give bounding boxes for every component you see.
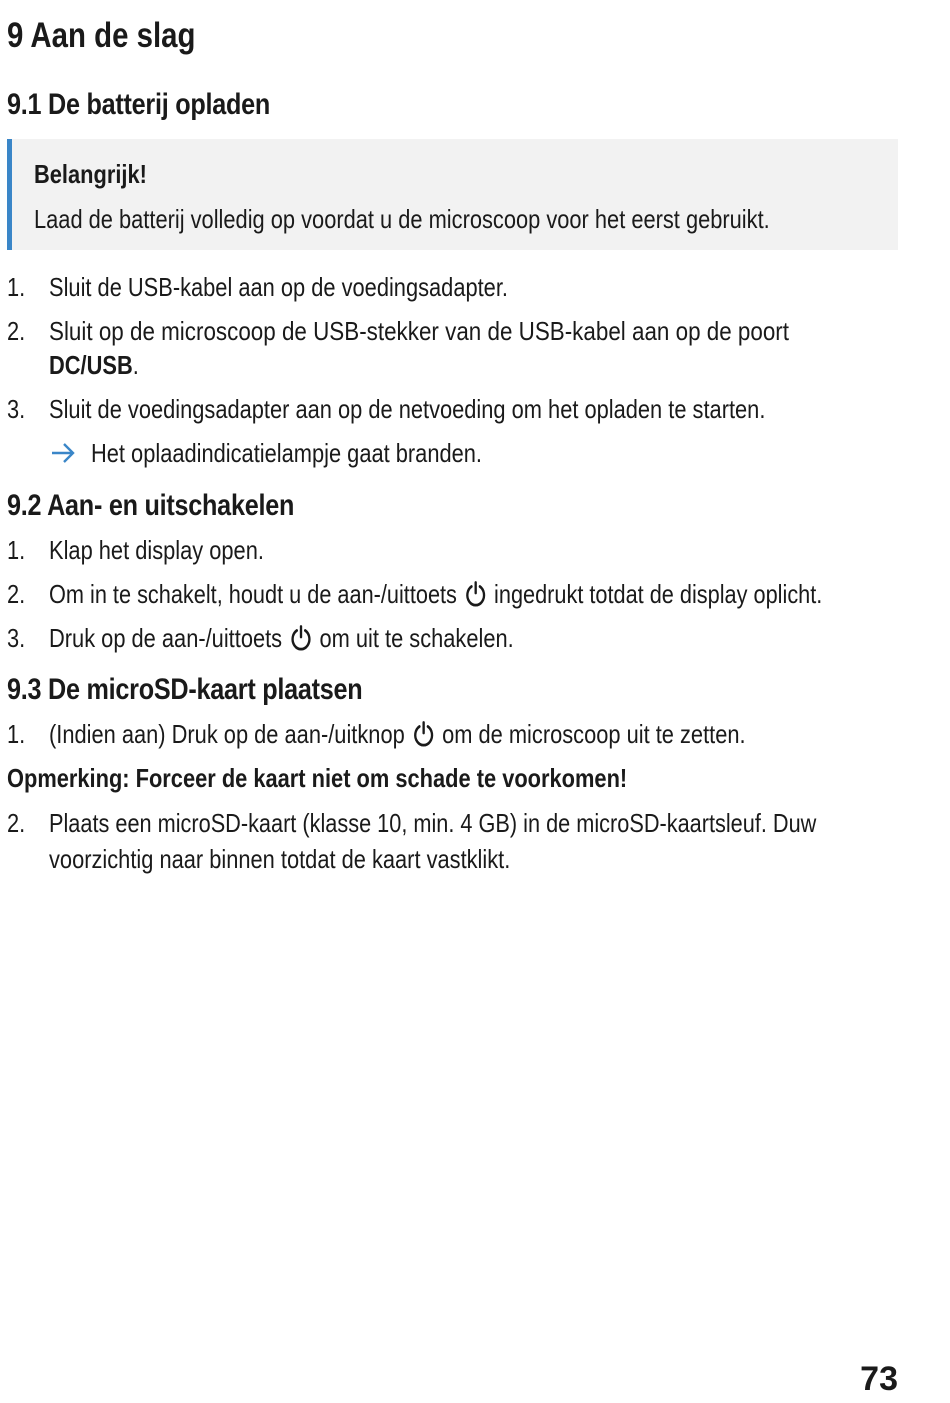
step-number: 2.	[7, 316, 26, 346]
step-result: Het oplaadindicatielampje gaat branden.	[91, 438, 482, 468]
notice-body-text: Laad de batterij volledig op voordat u de microscoop voor het eerst gebruikt.	[34, 204, 770, 234]
power-icon	[290, 625, 312, 651]
page-number: 73	[860, 1360, 898, 1398]
notice-text	[34, 202, 910, 236]
step-number: 3.	[7, 394, 26, 424]
step-number: 2.	[7, 579, 26, 609]
step-number: 1.	[7, 535, 26, 565]
step-number: 2.	[7, 808, 26, 838]
step-text: (Indien aan) Druk op de aan-/uitknop om de microscoop uit te zetten.	[49, 719, 746, 749]
step-text-continuation: voorzichtig naar binnen totdat de kaart vastklikt.	[49, 844, 511, 874]
chapter-title	[7, 14, 231, 58]
power-icon	[412, 721, 434, 747]
notice-title-text: Belangrijk!	[34, 159, 147, 189]
step-number: 1.	[7, 719, 26, 749]
step-number: 1.	[7, 272, 26, 302]
notice-title	[34, 157, 168, 191]
port-label: DC/USB	[49, 350, 133, 380]
section-title-microsd-text: 9.3 De microSD-kaart plaatsen	[7, 673, 363, 706]
step-text: Om in te schakelt, houdt u de aan-/uittoets ingedrukt totdat de display oplicht.	[49, 579, 823, 609]
step-text: Klap het display open.	[49, 535, 264, 565]
step-text: Sluit de voedingsadapter aan op de netvoeding om het opladen te starten.	[49, 394, 766, 424]
step-text: Druk op de aan-/uittoets om uit te schakelen.	[49, 623, 514, 653]
step-text-continuation: DC/USB.	[49, 350, 139, 380]
step-text: Sluit op de microscoop de USB-stekker van de USB-kabel aan op de poort	[49, 316, 790, 346]
important-notice	[7, 139, 898, 250]
section-title-charging	[7, 86, 320, 124]
warning-note: Opmerking: Forceer de kaart niet om schade te voorkomen!	[7, 763, 628, 793]
step-text: Sluit de USB-kabel aan op de voedingsadapter.	[49, 272, 508, 302]
step-number: 3.	[7, 623, 26, 653]
step-text: Plaats een microSD-kaart (klasse 10, min. 4 GB) in de microSD-kaartsleuf. Duw	[49, 808, 817, 838]
section-title-charging-text: 9.1 De batterij opladen	[7, 88, 271, 121]
section-title-microsd	[7, 671, 430, 709]
power-icon	[465, 581, 487, 607]
chapter-title-text: 9 Aan de slag	[7, 16, 196, 55]
arrow-right-icon	[49, 440, 77, 466]
section-title-power-text: 9.2 Aan- en uitschakelen	[7, 489, 295, 522]
section-title-power	[7, 487, 349, 525]
